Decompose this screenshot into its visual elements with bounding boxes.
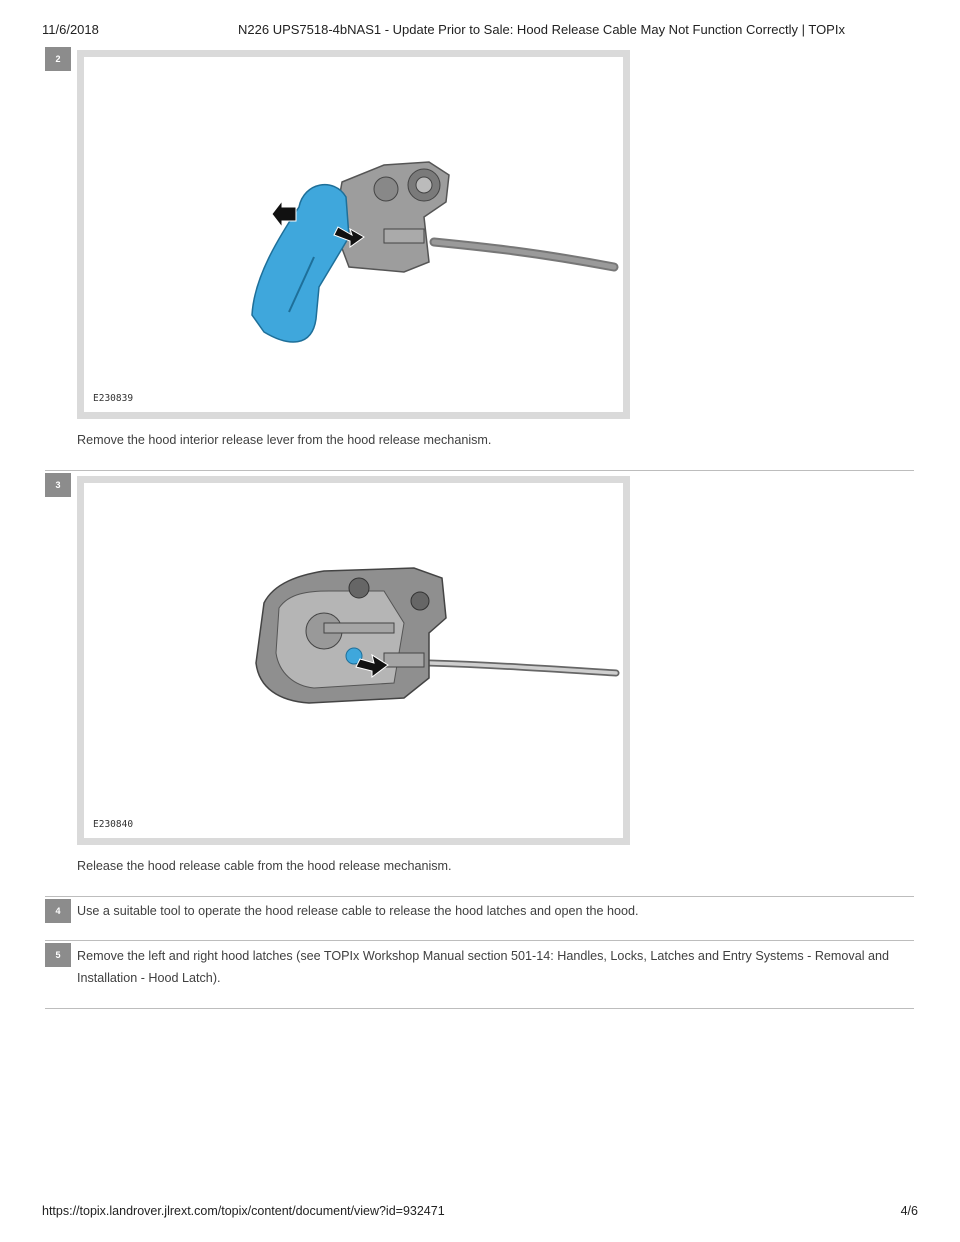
step-number-badge: 3 xyxy=(45,473,71,497)
step-divider xyxy=(45,1008,914,1009)
step-5-instruction: Remove the left and right hood latches (see TOPIx Workshop Manual section 501-14: Handles, Locks, Latches and Entry Systems - Removal and Installation - Hood Latch). xyxy=(77,949,890,985)
step-number-badge: 2 xyxy=(45,47,71,71)
step-2-instruction: Remove the hood interior release lever from the hood release mechanism. xyxy=(77,433,492,447)
step-divider xyxy=(45,470,914,471)
figure-code: E230840 xyxy=(93,819,134,830)
step-number-badge: 4 xyxy=(45,899,71,923)
step-2-figure xyxy=(77,50,630,419)
step-3-instruction: Release the hood release cable from the hood release mechanism. xyxy=(77,859,452,873)
hood-release-cable-illustration xyxy=(84,483,623,838)
step-divider xyxy=(45,896,914,897)
step-divider xyxy=(45,940,914,941)
step-3-figure xyxy=(77,476,630,845)
print-date: 11/6/2018 xyxy=(42,22,99,37)
step-4-instruction: Use a suitable tool to operate the hood release cable to release the hood latches and open the hood. xyxy=(77,904,639,918)
page-number: 4/6 xyxy=(900,1204,918,1218)
step-number-badge: 5 xyxy=(45,943,71,967)
figure-code: E230839 xyxy=(93,393,134,404)
page-url: https://topix.landrover.jlrext.com/topix/content/document/view?id=932471 xyxy=(42,1204,445,1218)
hood-release-lever-illustration xyxy=(84,57,623,412)
document-title: N226 UPS7518-4bNAS1 - Update Prior to Sale: Hood Release Cable May Not Function Correctly | TOPIx xyxy=(238,22,845,37)
